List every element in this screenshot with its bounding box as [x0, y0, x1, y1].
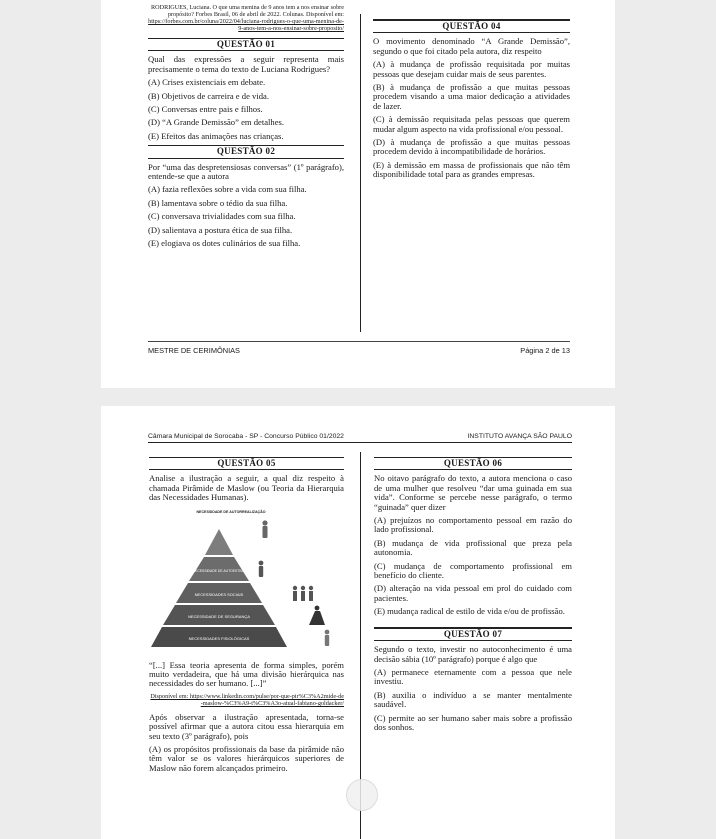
- question-05-stem: Analise a ilustração a seguir, a qual diz respeito à chamada Pirâmide de Maslow (ou Teoria da Hierarquia das Necessidades Humanas).: [149, 473, 344, 503]
- option[interactable]: (B) Objetivos de carreira e de vida.: [148, 90, 269, 101]
- question-07-options: [374, 668, 572, 732]
- exam-page-3: [101, 406, 615, 839]
- option[interactable]: (A) Crises existenciais em debate.: [148, 77, 266, 88]
- question-05-quote: “[...] Essa teoria apresenta de forma simples, porém muito verdadeira, que há uma divisão hierárquica nas necessidades do ser humano. [...]”: [149, 659, 344, 689]
- left-column: [148, 4, 344, 253]
- person-icon: [262, 520, 267, 538]
- option[interactable]: (E) elogiava os dotes culinários de sua filha.: [148, 238, 301, 249]
- question-04-stem: O movimento denominado “A Grande Demissão”, segundo o que foi citado pela autora, diz respeito: [373, 36, 570, 56]
- exam-page-2: [101, 0, 615, 388]
- level-label-social: NECESSIDADES SOCIAIS: [194, 591, 244, 597]
- option[interactable]: (C) Conversas entre pais e filhos.: [148, 104, 263, 115]
- question-06-stem: No oitavo parágrafo do texto, a autora menciona o caso de uma mulher que resolveu “dar uma guinada em sua vida”. Conforme se percebe nesse parágrafo, o termo “guinada” quer dizer: [374, 473, 572, 512]
- option[interactable]: (A) prejuízos no comportamento pessoal em razão do lado profissional.: [374, 515, 572, 535]
- option[interactable]: (B) mudança de vida profissional que preza pela autonomia.: [374, 537, 572, 558]
- option[interactable]: (C) conversava trivialidades com sua filha.: [148, 211, 296, 222]
- option[interactable]: (A) fazia reflexões sobre a vida com sua filha.: [148, 184, 307, 195]
- option[interactable]: (A) à mudança de profissão requisitada por muitas pessoas que desejam cuidar mais de seus parentes.: [373, 59, 570, 79]
- option[interactable]: (D) “A Grande Demissão” em detalhes.: [148, 117, 285, 128]
- reference-text: RODRIGUES, Luciana. O que uma menina de 9 anos tem a nos ensinar sobre propósito? Forbes Brasil, 06 de abril de 2022. Colunas. Disponível em:: [151, 4, 344, 18]
- option[interactable]: (B) lamentava sobre o tédio da sua filha.: [148, 197, 288, 208]
- question-05-title: QUESTÃO 05: [149, 457, 344, 470]
- source-link[interactable]: Disponível em: https://www.linkedin.com/pulse/por-que-pir%C3%A2mide-de-maslow-%C3%A9-t%C3%A3o-atual-fabiano-goldacker/: [150, 692, 344, 707]
- level-label-safety: NECESSIDADE DE SEGURANÇA: [188, 613, 250, 619]
- maslow-pyramid: [149, 507, 344, 655]
- option[interactable]: (E) à demissão em massa de profissionais que não têm disponibilidade total para as grandes empresas.: [373, 159, 570, 180]
- right-column: [374, 454, 572, 736]
- left-column: [149, 454, 344, 777]
- person-icon: [259, 560, 264, 576]
- question-07-title: QUESTÃO 07: [374, 627, 572, 641]
- person-icon: [325, 629, 330, 645]
- question-04-title: QUESTÃO 04: [373, 19, 570, 33]
- page-header: [148, 433, 572, 443]
- footer-title: MESTRE DE CERIMÔNIAS: [148, 346, 240, 355]
- level-label-selfrealization: NECESSIDADE DE AUTORREALIZAÇÃO: [196, 509, 266, 514]
- option[interactable]: (A) permanece eternamente com a pessoa que nele investiu.: [374, 666, 572, 687]
- pyramid-level-top: [205, 529, 233, 555]
- question-05-stem-2: Após observar a ilustração apresentada, torna-se possível afirmar que a autora citou essa hierarquia em seu texto (3º parágrafo), pois: [149, 711, 344, 741]
- header-contest: Câmara Municipal de Sorocaba - SP - Concurso Público 01/2022: [148, 433, 344, 440]
- level-label-esteem: NECESSIDADE DE AUTOESTIMA: [192, 568, 246, 573]
- person-icon: [309, 605, 325, 624]
- column-divider: [360, 14, 361, 332]
- option[interactable]: (B) à mudança de profissão a que muitas pessoas procedem visando a uma maior dedicação a atividades de lazer.: [373, 82, 570, 111]
- question-02-title: QUESTÃO 02: [148, 145, 344, 158]
- question-02-stem: Por “uma das despretensiosas conversas” (1º parágrafo), entende-se que a autora: [148, 161, 344, 182]
- option[interactable]: (B) auxilia o indivíduo a se manter mentalmente saudável.: [374, 689, 572, 710]
- option[interactable]: (D) à mudança de profissão a que muitas pessoas procedem devido à incompatibilidade de horários.: [373, 137, 570, 157]
- page-footer: [148, 341, 570, 355]
- option[interactable]: (C) à demissão requisitada pelas pessoas que querem mudar algum aspecto na vida profissional e/ou pessoal.: [373, 114, 570, 134]
- reference-citation: [148, 4, 344, 32]
- question-05-options: [149, 745, 344, 773]
- right-column: [373, 16, 570, 184]
- option[interactable]: (A) os propósitos profissionais da base da pirâmide não têm valor se os valores hierárquicos superiores de Maslow não forem alcançados primeiro.: [149, 744, 344, 773]
- header-institute: INSTITUTO AVANÇA SÃO PAULO: [467, 433, 572, 440]
- option[interactable]: (E) mudança radical de estilo de vida e/ou de profissão.: [374, 606, 565, 617]
- option[interactable]: (D) alteração na vida pessoal em prol do cuidado com pacientes.: [374, 583, 572, 603]
- question-04-options: [373, 60, 570, 179]
- page-number: Página 2 de 13: [520, 346, 570, 355]
- overlay-scroll-button[interactable]: [346, 779, 378, 811]
- people-icon: [293, 585, 313, 600]
- question-02-options: [148, 185, 344, 248]
- question-01-stem: Qual das expressões a seguir representa mais precisamente o tema do texto de Luciana Rodrigues?: [148, 54, 344, 74]
- option[interactable]: (C) permite ao ser humano saber mais sobre a profissão dos sonhos.: [374, 712, 572, 732]
- option[interactable]: (C) mudança de comportamento profissional em benefício do cliente.: [374, 560, 572, 581]
- level-label-physiological: NECESSIDADES FISIOLÓGICAS: [188, 635, 250, 641]
- question-06-title: QUESTÃO 06: [374, 457, 572, 470]
- option[interactable]: (E) Efeitos das animações nas crianças.: [148, 130, 284, 141]
- question-07-stem: Segundo o texto, investir no autoconhecimento é uma decisão sábia (10º parágrafo) porque é algo que: [374, 644, 572, 664]
- reference-link[interactable]: https://forbes.com.br/coluna/2022/04/luciana-rodrigues-o-que-uma-menina-de-9-anos-tem-a-nos-ensinar-sobre-proposito/: [148, 18, 344, 32]
- option[interactable]: (D) salientava a postura ética de sua filha.: [148, 224, 293, 235]
- question-01-options: [148, 78, 344, 141]
- question-01-title: QUESTÃO 01: [148, 38, 344, 51]
- question-06-options: [374, 516, 572, 617]
